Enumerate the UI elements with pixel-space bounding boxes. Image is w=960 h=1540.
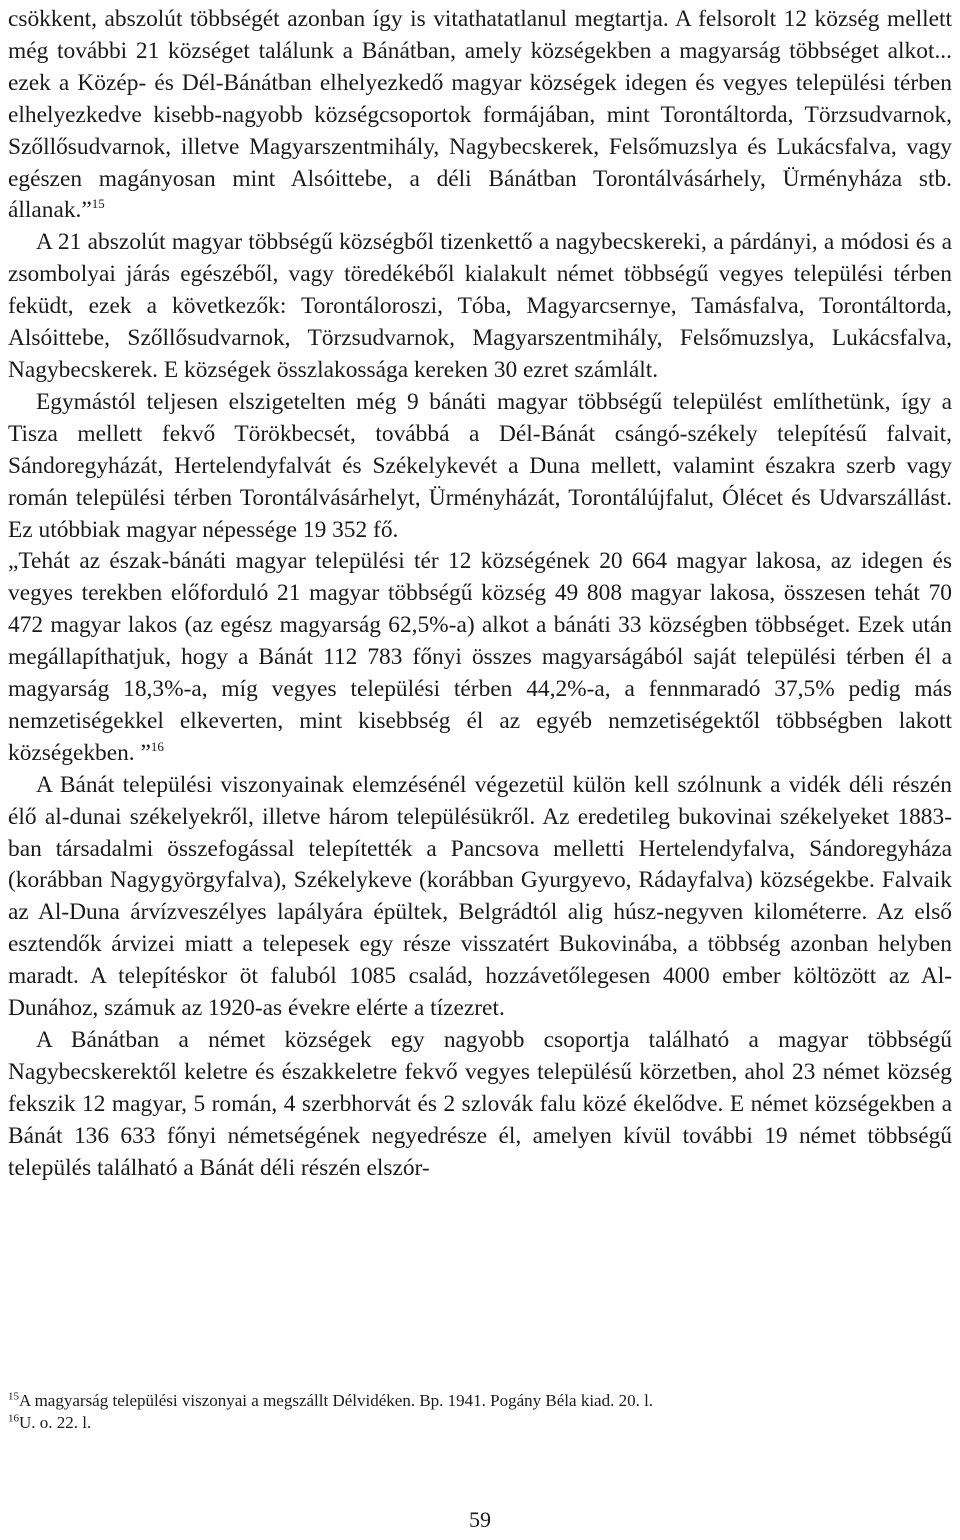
- body-text: [8, 4, 952, 1185]
- paragraph-5: A Bánát települési viszonyainak elemzésénél végezetül külön kell szólnunk a vidék déli részén élő al-dunai székelyekről, illetve három településükről. Az eredetileg bukovinai székelyeket 1883-ban társadalmi összefogással telepítették a Pancsova melletti Hertelendyfalva, Sándoregyháza (korábban Nagygyörgyfalva), Székelykeve (korábban Gyurgyevo, Rádayfalva) községekbe. Falvaik az Al-Duna árvízveszélyes lapályára épültek, Belgrádtól alig húsz-negyven kilométerre. Az első esztendők árvizei miatt a telepesek egy része visszatért Bukovinába, a többség azonban helyben maradt. A telepítéskor öt faluból 1085 család, hozzávetőlegesen 4000 ember költözött az Al-Dunához, számuk az 1920-as évekre elérte a tízezret.: [8, 771, 952, 1022]
- paragraph-2: A 21 abszolút magyar többségű községből tizenkettő a nagybecskereki, a párdányi, a módosi és a zsombolyai járás egészéből, vagy töredékéből kialakult német többségű vegyes települési térben feküdt, ezek a következők: Torontáloroszi, Tóba, Magyarcsernye, Tamásfalva, Torontáltorda, Alsóittebe, Szőllősudvarnok, Törzsudvarnok, Magyarszentmihály, Felsőmuzslya, Lukácsfalva, Nagybecskerek. E községek összlakossága kereken 30 ezret számlált.: [8, 229, 952, 383]
- page-number: 59: [469, 1507, 491, 1532]
- paragraph-6: A Bánátban a német községek egy nagyobb csoportja található a magyar többségű Nagybecskerektől keletre és északkeletre fekvő vegyes településű körzetben, ahol 23 német község fekszik 12 magyar, 5 román, 4 szerbhorvát és 2 szlovák falu közé ékelődve. E német községekben a Bánát 136 633 főnyi németségének negyedrésze él, amelyen kívül további 19 német többségű település található a Bánát déli részén elszór-: [8, 1027, 952, 1181]
- footnotes: [8, 1390, 952, 1434]
- paragraph-4-quote: „Tehát az észak-bánáti magyar települési tér 12 községének 20 664 magyar lakosa, az idegen és vegyes terekben előforduló 21 magyar többségű község 49 808 magyar lakosa, összesen tehát 70 472 magyar lakos (az egész magyarság 62,5%-a) alkot a bánáti 33 községben többséget. Ezek után megállapíthatjuk, hogy a Bánát 112 783 főnyi összes magyarságából saját települési térben él a magyarság 18,3%-a, míg vegyes települési térben 44,2%-a, a fennmaradó 37,5% pedig más nemzetiségekkel elkeverten, mint kisebbség él az egyéb nemzetiségektől többségben lakott községekben. ”$^{16}$: [8, 548, 952, 766]
- footnote-16: $^{16}$U. o. 22. l.: [8, 1412, 92, 1432]
- footnote-ref-15[interactable]: 15: [91, 196, 105, 212]
- footnote-ref-16[interactable]: 16: [150, 739, 164, 755]
- footnote-15: $^{15}$A magyarság települési viszonyai a megszállt Délvidéken. Bp. 1941. Pogány Béla kiad. 20. l.: [8, 1390, 654, 1410]
- paragraph-3: Egymástól teljesen elszigetelten még 9 bánáti magyar többségű települést említhetünk, így a Tisza mellett fekvő Törökbecsét, továbbá a Dél-Bánát csángó-székely telepítésű falvait, Sándoregyházát, Hertelendyfalvát és Székelykevét a Duna mellett, valamint északra szerb vagy román települési térben Torontálvásárhelyt, Ürményházát, Torontálújfalut, Ólécet és Udvarszállást. Ez utóbbiak magyar népessége 19 352 fő.: [8, 388, 952, 543]
- paragraph-1: csökkent, abszolút többségét azonban így is vitathatatlanul megtartja. A felsorolt 12 község mellett még további 21 községet találunk a Bánátban, amely községekben a magyarság többséget alkot... ezek a Közép- és Dél-Bánátban elhelyezkedő magyar községek idegen és vegyes települési térben elhelyezkedve kisebb-nagyobb községcsoportok formájában, mint Torontáltorda, Törzsudvarnok, Szőllősudvarnok, illetve Magyarszentmihály, Nagybecskerek, Felsőmuzslya és Lukácsfalva, vagy egészen magányosan mint Alsóittebe, a déli Bánátban Torontálvásárhely, Ürményháza stb. állanak.”$^{15}$: [8, 6, 952, 224]
